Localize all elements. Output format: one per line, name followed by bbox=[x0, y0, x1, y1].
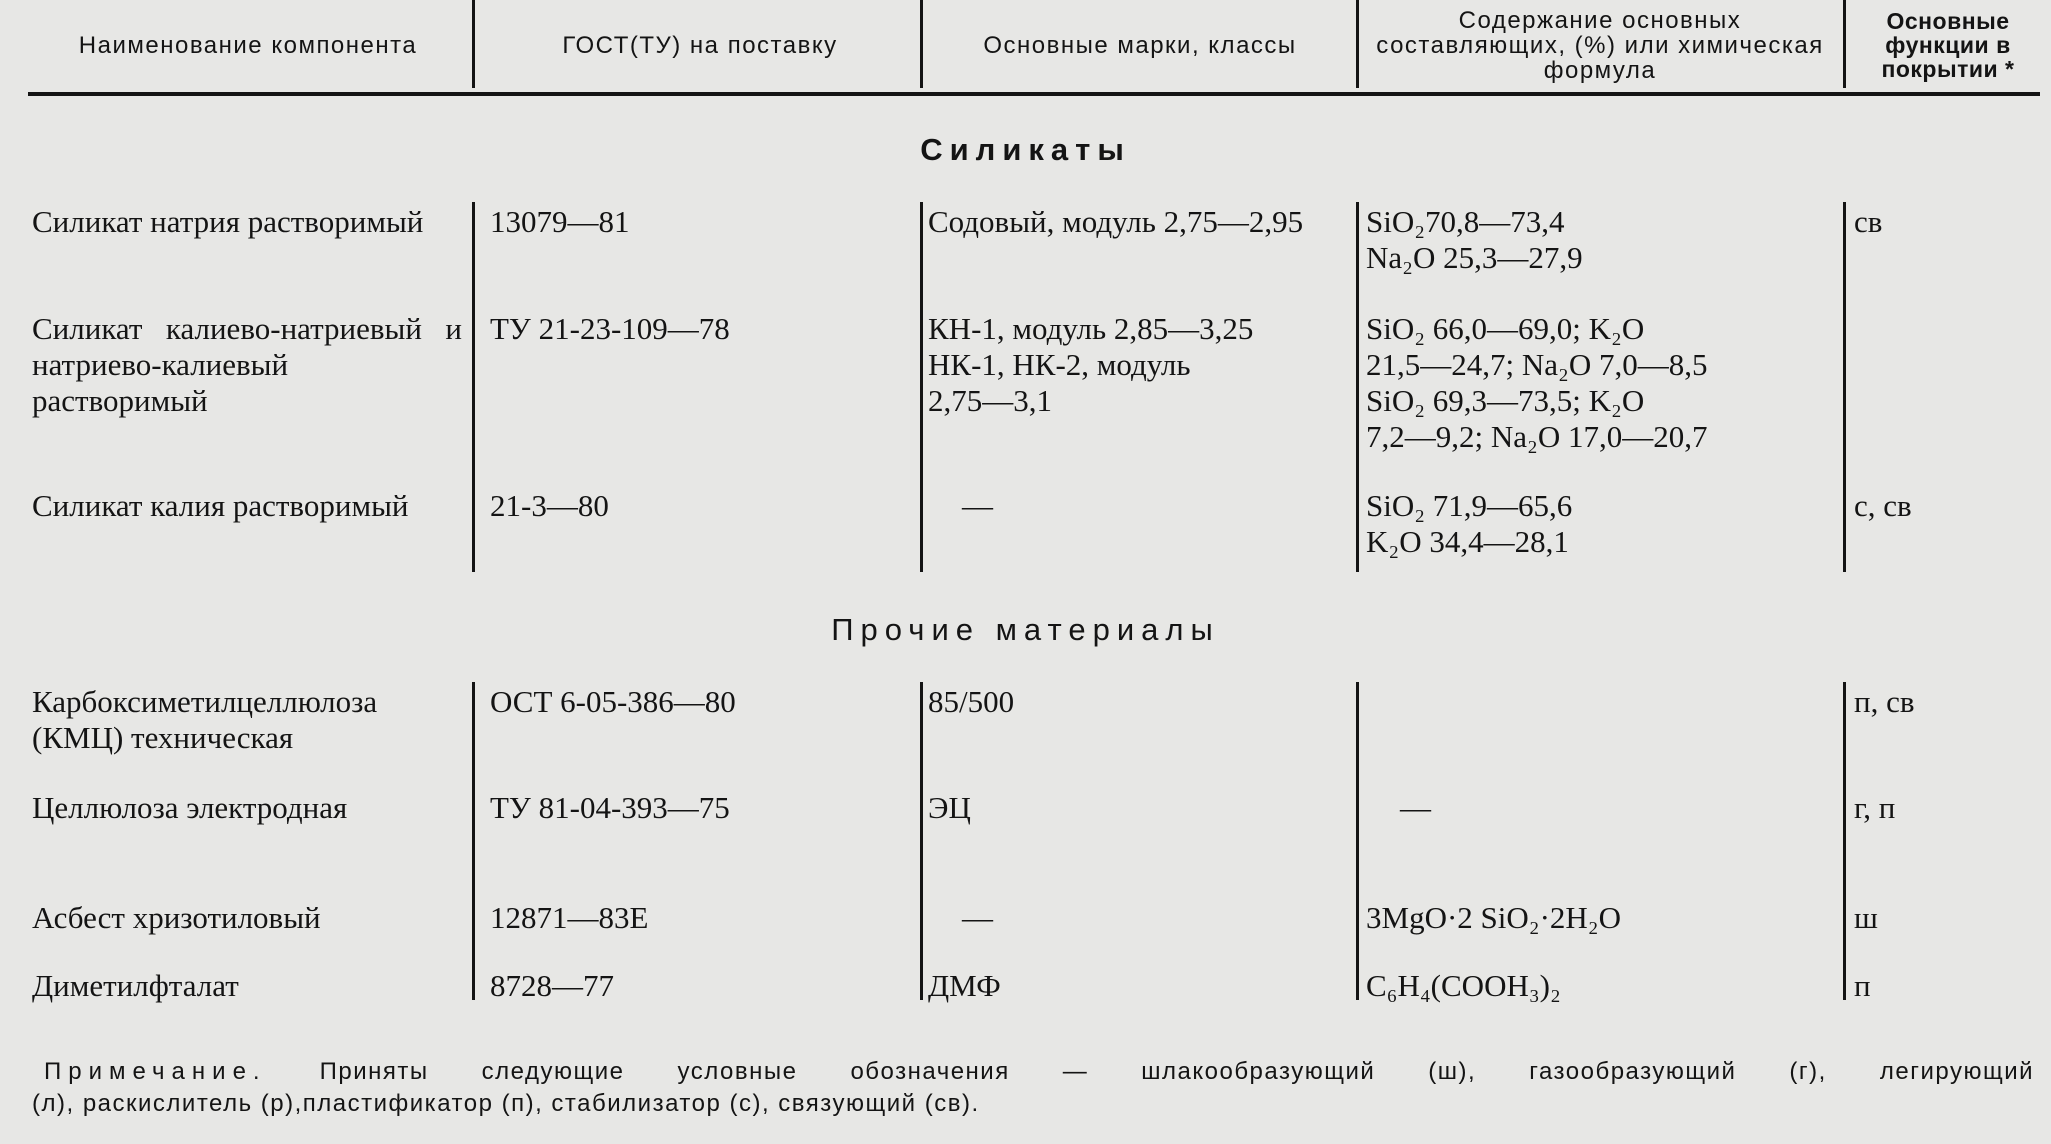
silicates-divider-4 bbox=[1843, 202, 1846, 572]
row-name: Силикат калиево-натриевый и натриево-калиевый растворимый bbox=[32, 311, 462, 418]
row-name: Асбест хризотиловый bbox=[32, 900, 321, 935]
header-gost: ГОСТ(ТУ) на поставку bbox=[562, 31, 838, 59]
footnote-text-1: Приняты следующие условные обозначения — шлакообразующий (ш), газообразующий (г), легирующий bbox=[319, 1058, 2035, 1085]
row-name: Силикат натрия растворимый bbox=[32, 204, 424, 239]
row-content: SiO₂ 66,0—69,0; K₂O 21,5—24,7; Na₂O 7,0—8,5 SiO₂ 69,3—73,5; K₂O 7,2—9,2; Na₂O 17,0—20,7 bbox=[1366, 311, 1708, 454]
row-content: SiO₂70,8—73,4 Na₂O 25,3—27,9 bbox=[1366, 204, 1583, 275]
row-gost: 21-3—80 bbox=[490, 488, 609, 523]
silicates-divider-1 bbox=[472, 202, 475, 572]
other-divider-3 bbox=[1356, 682, 1359, 1000]
row-name: Силикат калия растворимый bbox=[32, 488, 409, 523]
footnote-line-2: (л), раскислитель (р),пластификатор (п), стабилизатор (с), связующий (св). bbox=[32, 1090, 980, 1117]
row-gost: 8728—77 bbox=[490, 968, 614, 1003]
header-divider-3 bbox=[1356, 0, 1359, 88]
section-title-other: Прочие материалы bbox=[831, 612, 1220, 647]
row-function: ш bbox=[1854, 900, 1878, 935]
other-divider-2 bbox=[920, 682, 923, 1000]
silicates-divider-2 bbox=[920, 202, 923, 572]
footnote-line-1 bbox=[44, 1056, 2034, 1088]
other-divider-1 bbox=[472, 682, 475, 1000]
row-function: с, св bbox=[1854, 488, 1912, 523]
header-content: Содержание основных составляющих, (%) или химическая формула bbox=[1376, 6, 1824, 84]
header-divider-2 bbox=[920, 0, 923, 88]
row-gost: ТУ 81-04-393—75 bbox=[490, 790, 730, 825]
row-marks: Содовый, модуль 2,75—2,95 bbox=[928, 204, 1304, 239]
footnote bbox=[32, 1056, 2035, 1120]
row-name: Целлюлоза электродная bbox=[32, 790, 348, 825]
section-title-silicates: Силикаты bbox=[920, 132, 1131, 167]
row-gost: ОСТ 6-05-386—80 bbox=[490, 684, 736, 719]
row-gost: 13079—81 bbox=[490, 204, 630, 239]
row-content: — bbox=[1400, 790, 1431, 825]
row-marks: КН-1, модуль 2,85—3,25 НК-1, НК-2, модуль 2,75—3,1 bbox=[928, 311, 1254, 418]
header-marks: Основные марки, классы bbox=[983, 31, 1297, 59]
row-marks: ДМФ bbox=[928, 968, 1001, 1003]
row-content: SiO₂ 71,9—65,6 K₂O 34,4—28,1 bbox=[1366, 488, 1573, 559]
row-marks: 85/500 bbox=[928, 684, 1015, 719]
row-function: г, п bbox=[1854, 790, 1896, 825]
row-gost: ТУ 21-23-109—78 bbox=[490, 311, 730, 346]
row-content: C₆H₄(COOH₃)₂ bbox=[1366, 968, 1561, 1003]
header-divider-4 bbox=[1843, 0, 1846, 88]
row-name: Диметилфталат bbox=[32, 968, 239, 1003]
header-name: Наименование компонента bbox=[78, 31, 418, 59]
header-divider-1 bbox=[472, 0, 475, 88]
row-content: 3MgO·2 SiO₂·2H₂O bbox=[1366, 900, 1621, 935]
other-divider-4 bbox=[1843, 682, 1846, 1000]
header-rule bbox=[28, 92, 2040, 96]
header-functions: Основные функции в покрытии * bbox=[1881, 8, 2015, 82]
row-function: п, св bbox=[1854, 684, 1915, 719]
row-marks: ЭЦ bbox=[928, 790, 971, 825]
footnote-lead: Примечание. bbox=[44, 1058, 267, 1085]
row-marks: — bbox=[962, 488, 993, 523]
row-marks: — bbox=[962, 900, 993, 935]
row-function: п bbox=[1854, 968, 1871, 1003]
row-gost: 12871—83Е bbox=[490, 900, 649, 935]
row-function: св bbox=[1854, 204, 1883, 239]
row-name: Карбоксиметилцеллюлоза (КМЦ) техническая bbox=[32, 684, 378, 755]
